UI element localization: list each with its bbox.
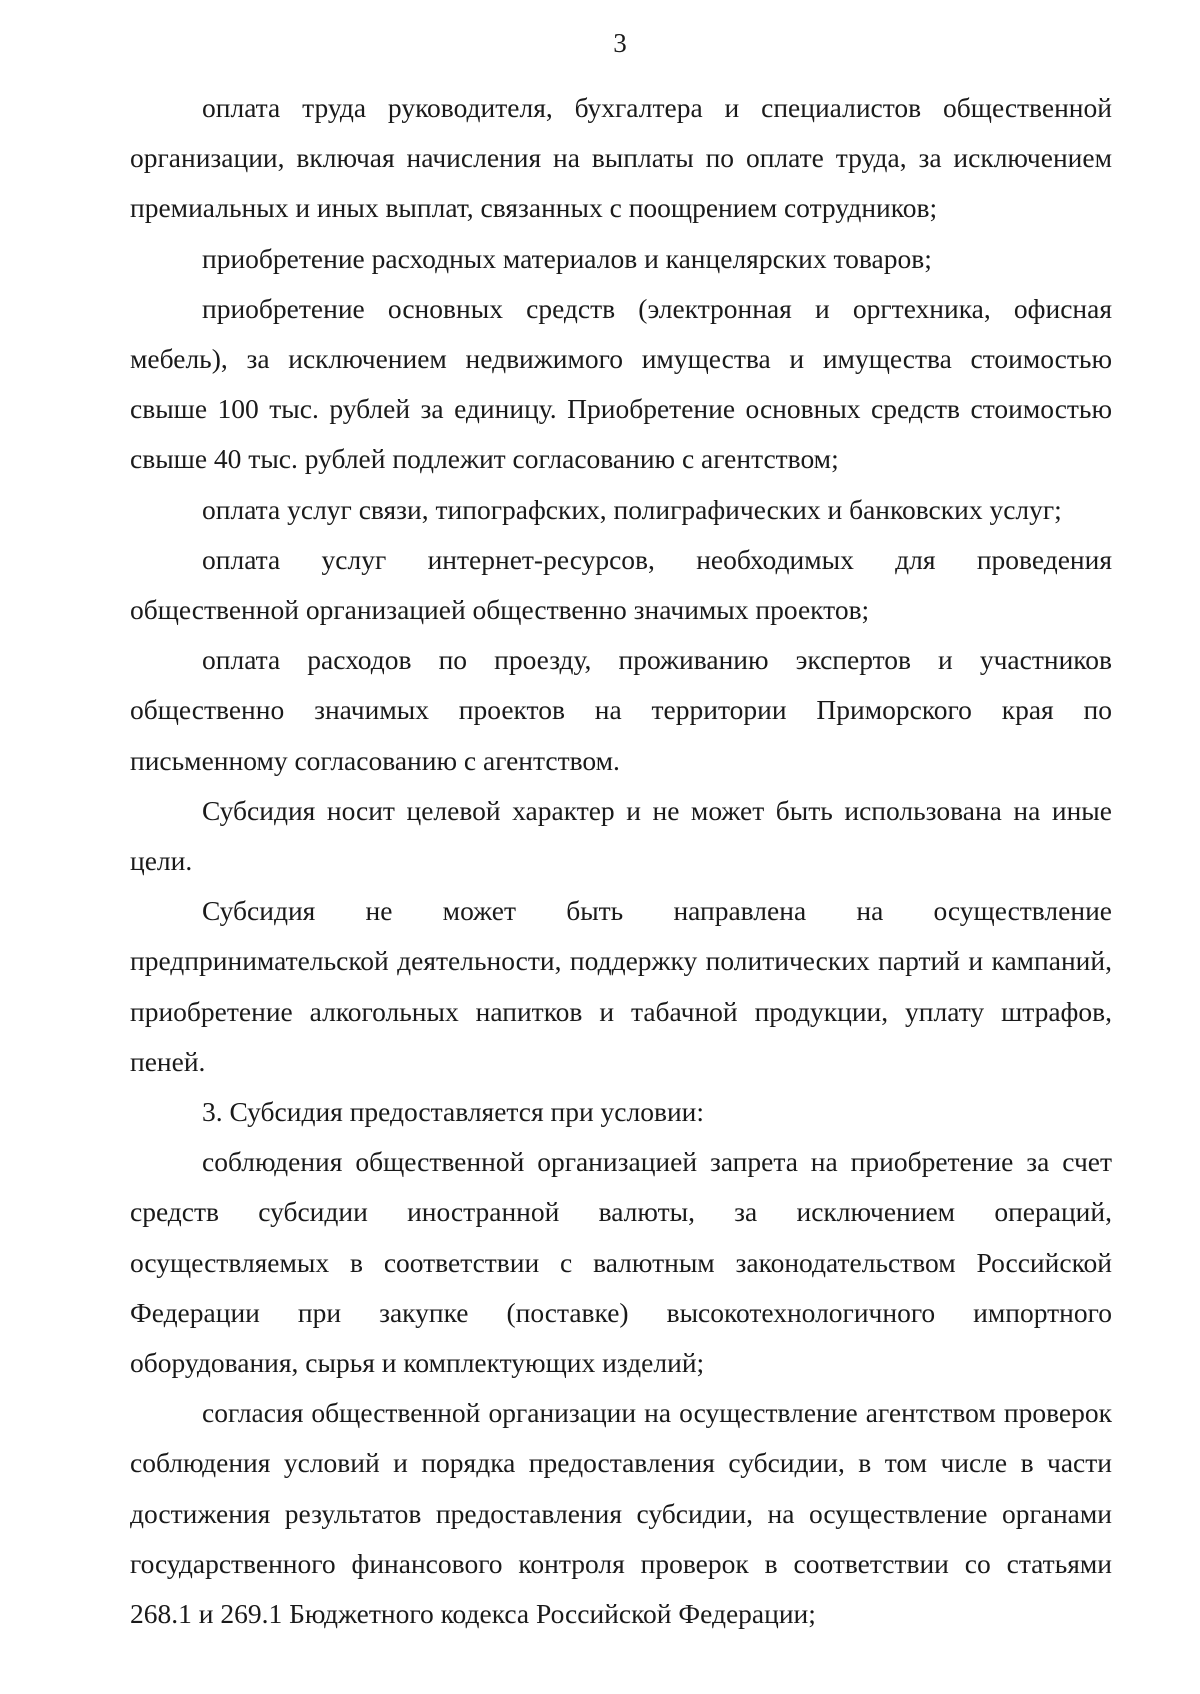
paragraph-travel-expenses: оплата расходов по проезду, проживанию экспертов и участников общественно значимых проектов на территории Приморского края по письменному согласованию с агентством. [130, 644, 1112, 776]
paragraph-audit-consent: согласия общественной организации на осуществление агентством проверок соблюдения условий и порядка предоставления субсидии, в том числе в части достижения результатов предоставления субсидии, на осуществление органами государственного финансового контроля проверок в соответствии со статьями 268.1 и 269.1 Бюджетного кодекса Российской Федерации; [130, 1397, 1112, 1630]
paragraph-communication-services: оплата услуг связи, типографских, полиграфических и банковских услуг; [202, 493, 1062, 525]
paragraph-section-3-heading: 3. Субсидия предоставляется при условии: [202, 1096, 705, 1128]
paragraph-labor-payment: оплата труда руководителя, бухгалтера и специалистов общественной организации, включая начисления на выплаты по оплате труда, за исключением премиальных и иных выплат, связанных с поощрением сотрудников; [130, 92, 1112, 224]
paragraph-internet-resources: оплата услуг интернет-ресурсов, необходимых для проведения общественной организацией общественно значимых проектов; [130, 543, 1112, 626]
page-number: 3 [613, 28, 627, 58]
paragraph-currency-ban: соблюдения общественной организацией запрета на приобретение за счет средств субсидии иностранной валюты, за исключением операций, осуществляемых в соответствии с валютным законодательством Российской Федерации при закупке (поставке) высокотехнологичного импортного оборудования, сырья и комплектующих изделий; [130, 1146, 1112, 1379]
document-body [130, 83, 1112, 1639]
paragraph-fixed-assets: приобретение основных средств (электронная и оргтехника, офисная мебель), за исключением недвижимого имущества и имущества стоимостью свыше 100 тыс. рублей за единицу. Приобретение основных средств стоимостью свыше 40 тыс. рублей подлежит согласованию с агентством; [130, 292, 1112, 475]
paragraph-consumables: приобретение расходных материалов и канцелярских товаров; [202, 242, 932, 274]
paragraph-targeted-subsidy: Субсидия носит целевой характер и не может быть использована на иные цели. [130, 794, 1112, 877]
paragraph-subsidy-restrictions: Субсидия не может быть направлена на осуществление предпринимательской деятельности, поддержку политических партий и кампаний, приобретение алкогольных напитков и табачной продукции, уплату штрафов, пеней. [130, 895, 1112, 1077]
